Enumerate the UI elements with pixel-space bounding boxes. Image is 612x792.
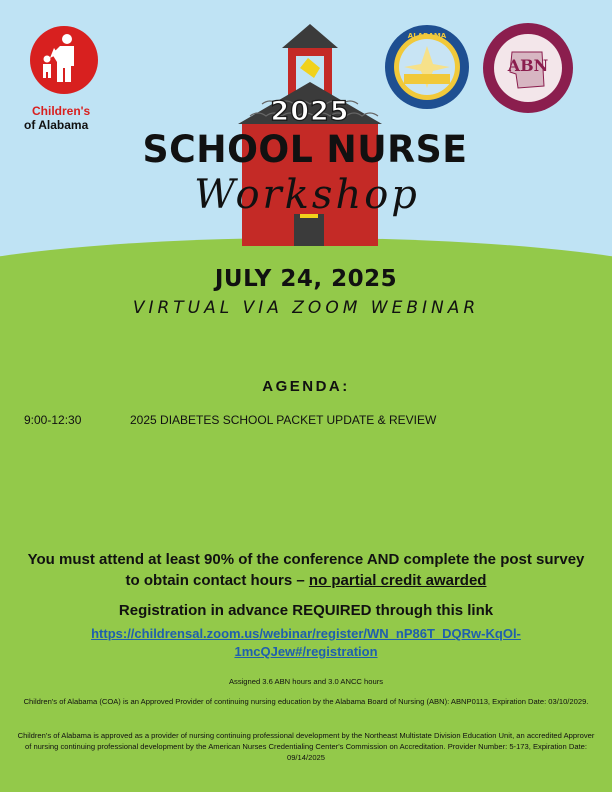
provider-statement: Children's of Alabama (COA) is an Approved Provider of continuing nursing education by the Alabama Board of Nursing (ABN): ABNP0113, Expiration Date: 03/10/2029. xyxy=(23,697,589,706)
registration-notice: Registration in advance REQUIRED through this link xyxy=(118,602,494,619)
event-date: JULY 24, 2025 xyxy=(214,266,398,292)
event-title: SCHOOL NURSE xyxy=(142,128,468,171)
agenda-item-description: 2025 DIABETES SCHOOL PACKET UPDATE & REVIEW xyxy=(130,413,437,427)
org-name-line1: Children's xyxy=(32,104,91,118)
agenda-item xyxy=(24,413,584,427)
childrens-of-alabama-logo xyxy=(30,26,98,94)
accreditation-statement: Children's of Alabama is approved as a provider of nursing continuing professional development by the Northeast Multistate Division Education Unit, an accredited Approver of nursing continuing professional development by the American Nurses Credentialing Center's Commission on Accreditation. Provider Number: 5-173, Expiration Date: 09/14/2025 xyxy=(17,731,595,762)
public-health-seal-icon xyxy=(384,24,470,110)
agenda-item-time: 9:00-12:30 xyxy=(24,413,82,427)
registration-link[interactable]: https://childrensal.zoom.us/webinar/register/WN_nP86T_DQRw-KqOl-1mcQJew#/registration xyxy=(91,626,521,659)
attendance-text: You must attend at least 90% of the conference AND complete the post survey to obtain contact hours – xyxy=(27,551,585,589)
svg-text:ALABAMA: ALABAMA xyxy=(407,32,447,40)
event-venue: VIRTUAL VIA ZOOM WEBINAR xyxy=(132,298,480,318)
attendance-emphasis: no partial credit awarded xyxy=(308,572,487,589)
abn-seal-text: ABN xyxy=(507,56,549,75)
org-name-line2: of Alabama xyxy=(24,118,89,132)
agenda-heading: AGENDA: xyxy=(262,378,350,395)
attendance-notice xyxy=(20,549,592,591)
green-hill xyxy=(0,238,612,792)
childrens-of-alabama-name xyxy=(24,104,144,132)
contact-hours: Assigned 3.6 ABN hours and 3.0 ANCC hours xyxy=(228,677,384,686)
event-subtitle: Workshop xyxy=(194,172,420,218)
event-year: 2025 xyxy=(270,96,350,127)
